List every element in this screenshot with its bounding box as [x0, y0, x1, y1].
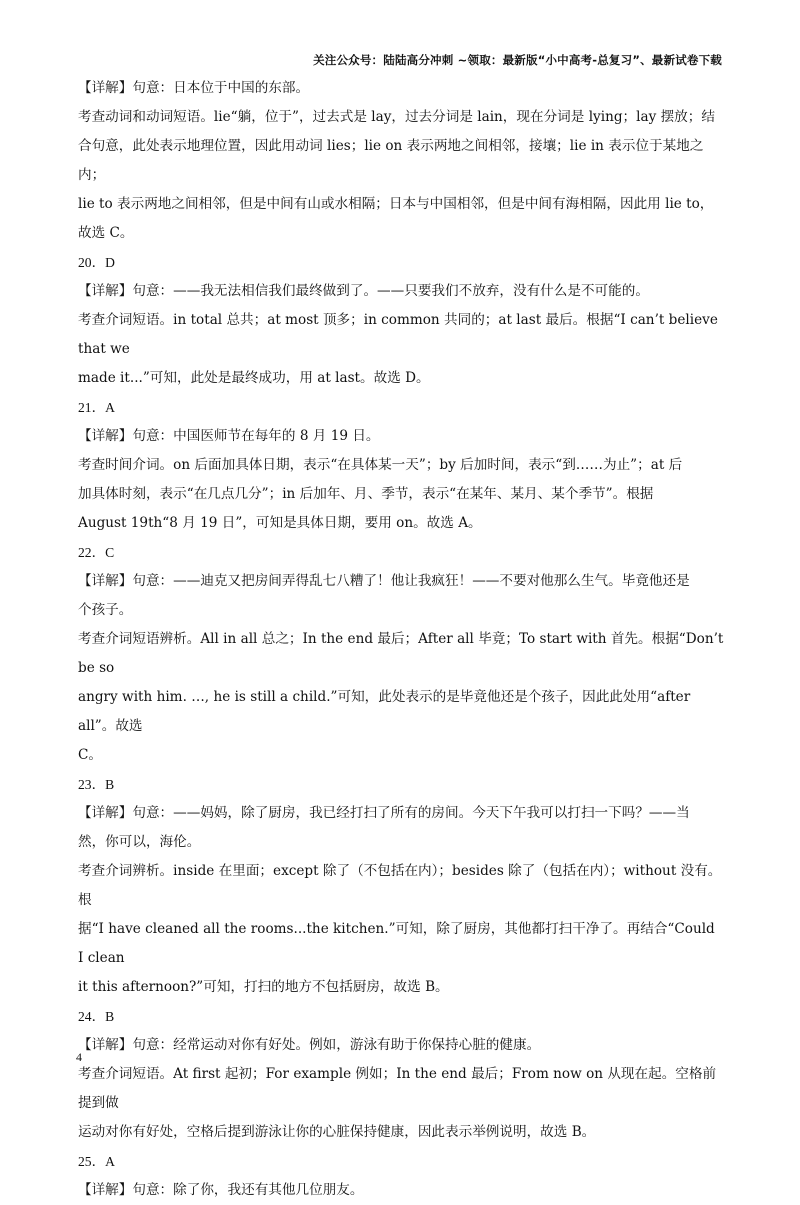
text-line: C。 [78, 747, 102, 763]
text-line: 然，你可以，海伦。 [78, 834, 201, 850]
text-line: 运动对你有好处，空格后提到游泳让你的心脏保持健康，因此表示举例说明，故选 B。 [78, 1124, 596, 1140]
page-header: 关注公众号：陆陆高分冲刺 ~领取：最新版“小中高考-总复习”、最新试卷下载 [313, 53, 722, 67]
text-line: 【详解】句意：——妈妈，除了厨房，我已经打扫了所有的房间。今天下午我可以打扫一下吗？——当 [78, 805, 690, 821]
question-number: 21．A [78, 400, 116, 415]
text-line: 考查介词辨析。inside 在里面；except 除了（不包括在内）；besides 除了（包括在内）；without 没有。根 [78, 863, 722, 908]
text-line: angry with him. …, he is still a child.”可知，此处表示的是毕竟他还是个孩子，因此此处用“after all”。故选 [78, 689, 691, 734]
text-line: lie to 表示两地之间相邻，但是中间有山或水相隔；日本与中国相邻，但是中间有海相隔，因此用 lie to， [78, 196, 714, 212]
question-number: 25．A [78, 1154, 116, 1169]
text-line: 加具体时刻，表示“在几点几分”；in 后加年、月、季节，表示“在某年、某月、某个季节”。根据 [78, 486, 654, 502]
text-line: 考查时间介词。on 后面加具体日期，表示“在具体某一天”；by 后加时间，表示“到……为止”；at 后 [78, 457, 683, 473]
text-line: 【详解】句意：中国医师节在每年的 8 月 19 日。 [78, 428, 380, 444]
text-line: 【详解】句意：——迪克又把房间弄得乱七八糟了！他让我疯狂！——不要对他那么生气。毕竟他还是 [78, 573, 690, 589]
text-line: 【详解】句意：经常运动对你有好处。例如，游泳有助于你保持心脏的健康。 [78, 1037, 541, 1053]
text-line: 个孩子。 [78, 602, 133, 618]
text-line: 【详解】句意：除了你，我还有其他几位朋友。 [78, 1182, 364, 1198]
text-line: 考查介词短语。in total 总共；at most 顶多；in common 共同的；at last 最后。根据“I can’t believe that we [78, 312, 718, 357]
question-number: 20．D [78, 255, 116, 270]
text-line: 据“I have cleaned all the rooms...the kitchen.”可知，除了厨房，其他都打扫干净了。再结合“Could I clean [78, 921, 715, 966]
question-number: 24．B [78, 1009, 115, 1024]
text-line: 故选 C。 [78, 225, 134, 241]
text-line: 考查动词和动词短语。lie“躺，位于”，过去式是 lay，过去分词是 lain，现在分词是 lying；lay 摆放；结 [78, 109, 715, 125]
text-line: 合句意，此处表示地理位置，因此用动词 lies；lie on 表示两地之间相邻，接壤；lie in 表示位于某地之内； [78, 138, 704, 183]
page-number: 4 [76, 1050, 82, 1064]
text-line: made it...”可知，此处是最终成功，用 at last。故选 D。 [78, 370, 430, 386]
text-line: August 19th“8 月 19 日”，可知是具体日期，要用 on。故选 A。 [78, 515, 482, 531]
question-number: 22．C [78, 545, 115, 560]
text-line: 考查介词短语辨析。All in all 总之；In the end 最后；After all 毕竟；To start with 首先。根据“Don’t be so [78, 631, 724, 676]
text-line: 【详解】句意：——我无法相信我们最终做到了。——只要我们不放弃，没有什么是不可能的。 [78, 283, 649, 299]
text-line: it this afternoon?”可知，打扫的地方不包括厨房，故选 B。 [78, 979, 449, 995]
document-body [78, 74, 724, 1205]
question-number: 23．B [78, 777, 115, 792]
text-line: 考查介词短语。At first 起初；For example 例如；In the end 最后；From now on 从现在起。空格前提到做 [78, 1066, 717, 1111]
text-line: 【详解】句意：日本位于中国的东部。 [78, 80, 310, 96]
